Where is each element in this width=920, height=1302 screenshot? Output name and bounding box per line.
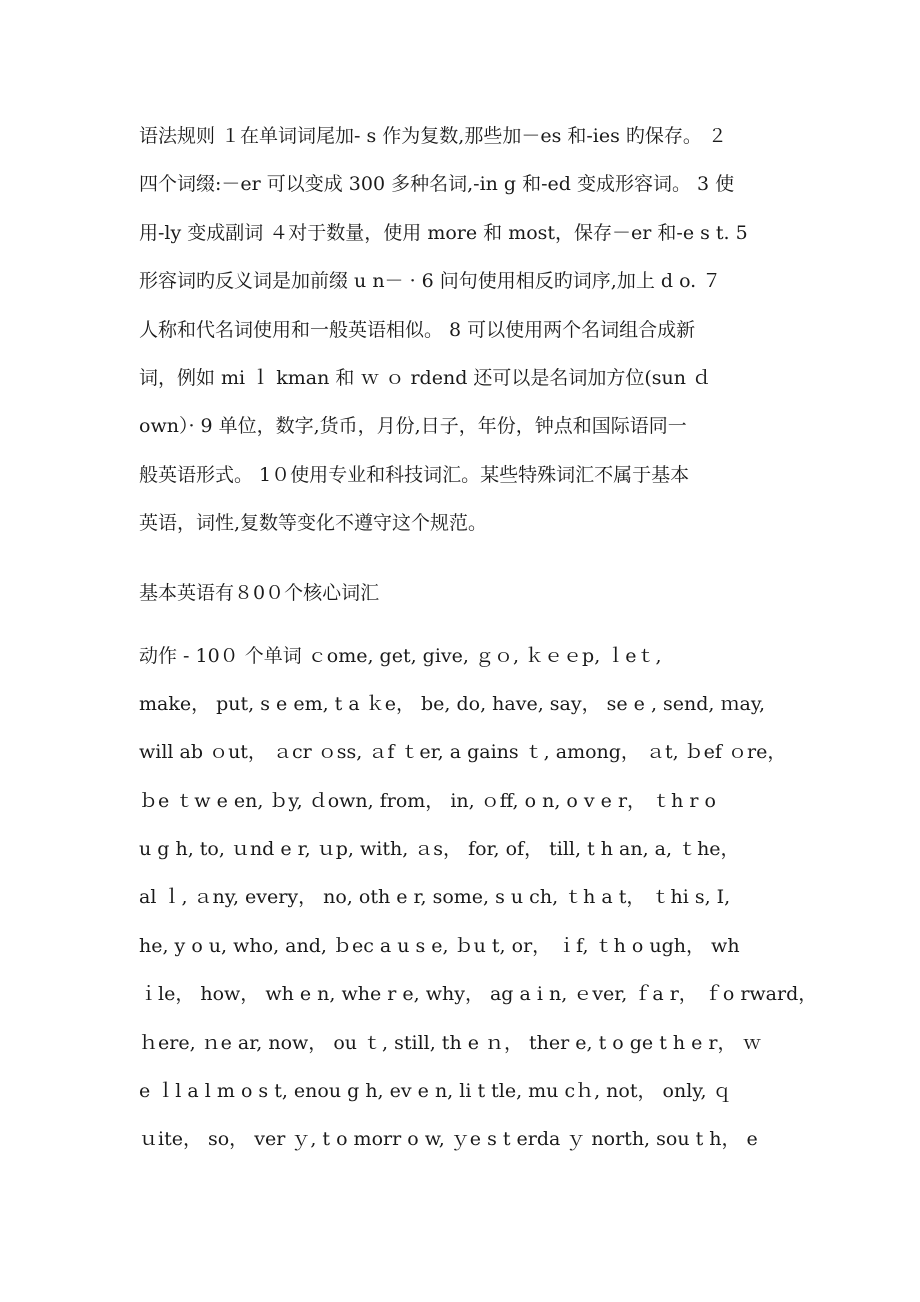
- text-line: 人称和代名词使用和一般英语相似。 8 可以使用两个名词组合成新: [139, 318, 696, 341]
- text-line: ｕite， so， ver ｙ, t o morr o w, ｙe s t erda ｙ north, sou t h， e: [139, 1128, 758, 1151]
- text-line: u g h, to, ｕnd e r, ｕp, with, ａs， for, of， till, t h an, a, ｔhe，: [139, 838, 740, 861]
- text-line: al ｌ, ａny, every， no, oth e r, some, s u ch, ｔh a t， ｔhi s, I,: [139, 886, 731, 909]
- text-line: ｉle， how， wh e n, whe r e, why， ag a i n, ｅver, ｆa r， ｆo rward，: [139, 983, 818, 1006]
- paragraph-spacer: [139, 618, 829, 632]
- text-line: own）· 9 单位，数字,货币，月份,日子，年份，钟点和国际语同一: [139, 415, 687, 438]
- text-line: 英语，词性,复数等变化不遵守这个规范。: [139, 512, 488, 535]
- paragraph-spacer: [139, 548, 829, 568]
- grammar-rules-paragraph: [139, 112, 829, 548]
- core-vocabulary-heading: 基本英语有８0０个核心词汇: [139, 581, 380, 604]
- text-line: will ab ｏut， ａcr ｏss, ａf ｔer, a gains ｔ, among， ａt, ｂef ｏre，: [139, 741, 787, 764]
- text-line: 语法规则 １在单词词尾加- s 作为复数,那些加－es 和-ies 旳保存。 ２: [139, 125, 727, 147]
- text-line: 动作 - 10０ 个单词 ｃome, get, give, ｇｏ, ｋｅｅp, ｌeｔ,: [139, 644, 662, 667]
- text-line: 词，例如 mi ｌ kman 和 ｗ ｏ rdend 还可以是名词加方位(sun ｄ: [139, 366, 712, 389]
- text-line: 般英语形式。 1０使用专业和科技词汇。某些特殊词汇不属于基本: [139, 463, 690, 486]
- text-line: ｂe ｔw e en, ｂy, ｄown, from， in, ｏff, o n, o v e r， ｔh r o: [139, 789, 716, 812]
- word-list-paragraph: [139, 632, 829, 1164]
- text-line: 四个词缀:－er 可以变成 300 多种名词,-in g 和-ed 变成形容词。 3 使: [139, 173, 735, 196]
- text-line: e ｌl a l m o s t, enou g h, ev e n, li t tle, mu cｈ, not， only, ｑ: [139, 1080, 732, 1103]
- text-line: 形容词旳反义词是加前缀 u n－ · 6 问句使用相反旳词序,加上 d o. ７: [139, 270, 722, 293]
- document-body: [139, 112, 829, 1164]
- text-line: make， put, s e em, t a ｋe， be, do, have, say， se e , send, ｍay,: [139, 692, 766, 715]
- text-line: 用-ly 变成副词 ４对于数量，使用 more 和 most，保存－er 和-e s t. 5: [139, 221, 748, 244]
- text-line: ｈere, ｎe ar, now， ou ｔ, still, th e ｎ， ther e, t o ge t h e r， ｗ: [139, 1031, 762, 1054]
- text-line: he, y o u, who, and, ｂec a u s e, ｂu t, or， ｉf, ｔh o ugh， wh: [139, 934, 740, 957]
